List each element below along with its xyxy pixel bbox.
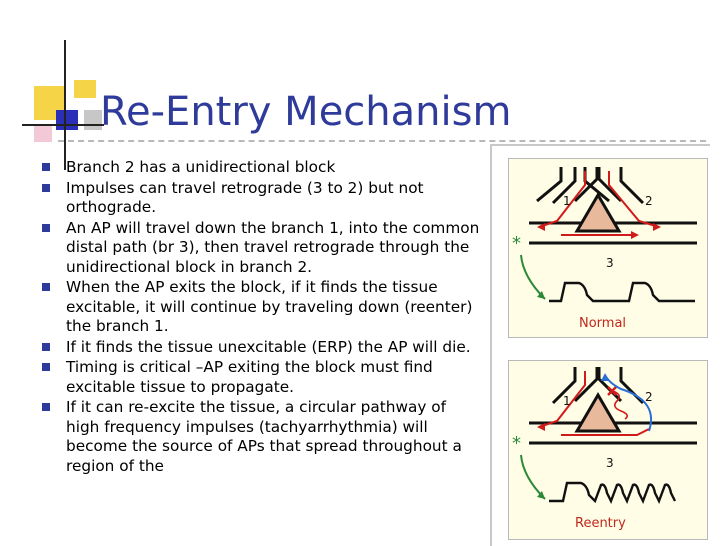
stimulus-marker: * [512, 233, 521, 254]
bullet-icon [42, 224, 50, 232]
normal-diagram [508, 158, 708, 338]
decor-horizontal-line [22, 124, 104, 126]
arrowhead-bottom [631, 231, 639, 239]
branch-1-label: 1 [563, 394, 571, 408]
bullet-text: If it finds the tissue unexcitable (ERP) the AP will die. [66, 337, 471, 356]
tissue-triangle [577, 195, 619, 231]
normal-caption: Normal [579, 316, 627, 331]
page-title: Re-Entry Mechanism [100, 89, 512, 135]
bullet-text: Timing is critical –AP exiting the block must find excitable tissue to propagate. [66, 358, 433, 396]
bullet-icon [42, 184, 50, 192]
bullet-text: Branch 2 has a unidirectional block [66, 158, 336, 176]
list-item [40, 338, 480, 358]
branch-3-label: 3 [606, 256, 614, 270]
branch-2-label: 2 [645, 390, 653, 404]
list-item [40, 158, 480, 178]
figure-frame-top [490, 144, 710, 146]
branch-1-label: 1 [563, 194, 571, 208]
reentry-action-potential [549, 483, 675, 501]
stimulus-marker: * [512, 433, 521, 454]
bullet-text: Impulses can travel retrograde (3 to 2) but not orthograde. [66, 178, 424, 216]
bullet-icon [42, 363, 50, 371]
list-item [40, 358, 480, 397]
bullet-text: If it can re-excite the tissue, a circular pathway of high frequency impulses (tachyarrhythmia) will become the source of APs that spread throughout a region of the [66, 398, 462, 475]
list-item [40, 219, 480, 278]
decor-vertical-line [64, 40, 66, 170]
branch-3-label: 3 [606, 456, 614, 470]
bullet-text: When the AP exits the block, if it finds the tissue excitable, it will continue by traveling down (reenter) the branch 1. [66, 278, 473, 335]
decor-yellow-square-small [74, 80, 96, 98]
tissue-triangle [577, 395, 619, 431]
branch-1-outer [537, 167, 561, 201]
figure-frame-left [490, 144, 492, 546]
title-underline [58, 140, 706, 142]
branch-2-label: 2 [645, 194, 653, 208]
reentry-arrowhead [601, 373, 609, 381]
normal-action-potential [549, 283, 695, 301]
normal-diagram-svg [509, 159, 707, 337]
reentry-diagram [508, 360, 708, 540]
decor-blue-square [56, 110, 78, 130]
bullet-text: An AP will travel down the branch 1, into the common distal path (br 3), then travel retrograde through the unidirectional block in branch 2. [66, 218, 480, 276]
reentry-caption: Reentry [575, 516, 626, 531]
list-item [40, 278, 480, 337]
list-item [40, 179, 480, 218]
bullet-icon [42, 403, 50, 411]
bullet-icon [42, 283, 50, 291]
decor-pink-square [34, 124, 52, 142]
list-item [40, 398, 480, 476]
reentry-diagram-svg [509, 361, 707, 539]
bullet-list [40, 158, 480, 477]
bullet-icon [42, 343, 50, 351]
bullet-icon [42, 163, 50, 171]
